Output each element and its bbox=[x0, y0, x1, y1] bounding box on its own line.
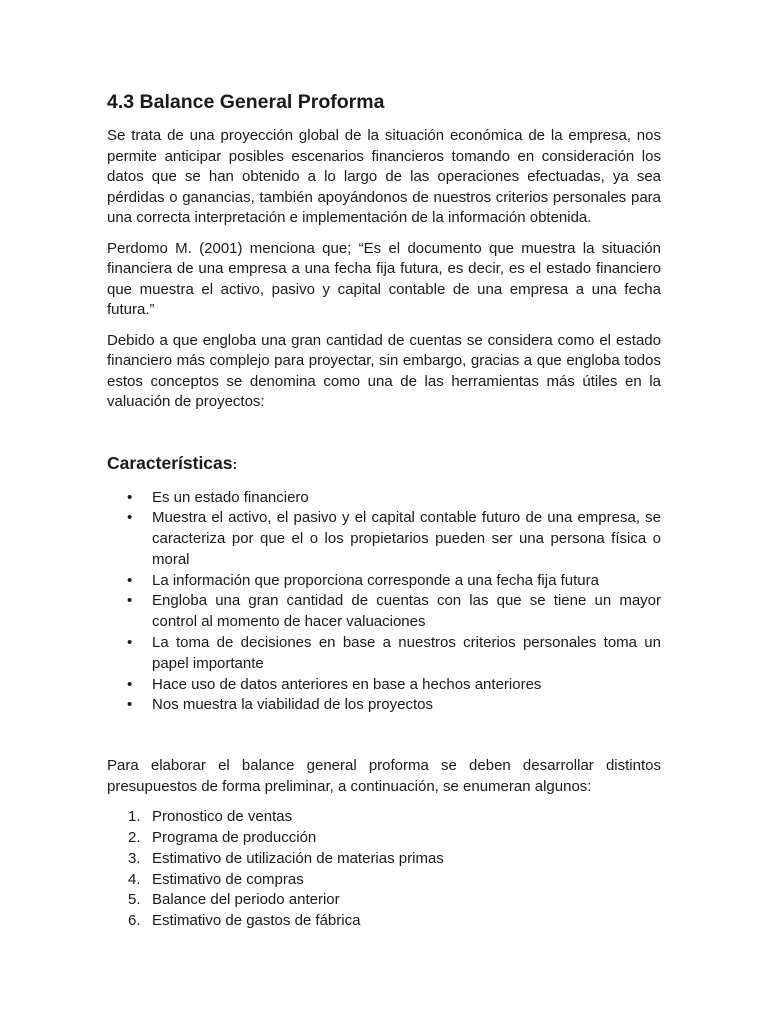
list-item bbox=[107, 633, 661, 675]
section-heading: 4.3 Balance General Proforma bbox=[107, 91, 385, 113]
list-item-text: Estimativo de compras bbox=[152, 870, 304, 888]
list-item-text: La toma de decisiones en base a nuestros criterios personales toma un papel importante bbox=[152, 634, 661, 672]
list-item-text: Programa de producción bbox=[152, 829, 317, 847]
budgets-list bbox=[107, 807, 661, 932]
characteristics-heading bbox=[107, 451, 661, 476]
list-item bbox=[107, 849, 661, 870]
list-item bbox=[107, 828, 661, 849]
list-item-text: Pronostico de ventas bbox=[152, 808, 293, 826]
list-item bbox=[107, 870, 661, 891]
list-number: 5. bbox=[128, 891, 141, 909]
bullet-icon: • bbox=[127, 509, 133, 527]
list-item bbox=[107, 890, 661, 911]
list-item-text: Estimativo de gastos de fábrica bbox=[152, 912, 361, 930]
list-item bbox=[107, 508, 661, 570]
list-number: 6. bbox=[128, 912, 141, 930]
list-item bbox=[107, 695, 661, 716]
list-item-text: Estimativo de utilización de materias primas bbox=[152, 849, 444, 867]
budgets-intro-paragraph: Para elaborar el balance general proforma se deben desarrollar distintos presupuestos de forma preliminar, a continuación, se enumeran algunos: bbox=[107, 757, 661, 795]
quote-paragraph: Perdomo M. (2001) menciona que; “Es el documento que muestra la situación financiera de una empresa a una fecha fija futura, es decir, es el estado financiero que muestra el activo, pasivo y capital contable de una empresa a una fecha futura.” bbox=[107, 239, 661, 318]
intro-paragraph: Se trata de una proyección global de la situación económica de la empresa, nos permite anticipar posibles escenarios financieros tomando en consideración los datos que se han obtenido a lo largo de las operaciones efectuadas, ya sea pérdidas o ganancias, también apoyándonos de nuestros criterios personales para una correcta interpretación e implementación de la información obtenida. bbox=[107, 127, 661, 226]
list-number: 3. bbox=[128, 849, 141, 867]
list-item bbox=[107, 675, 661, 696]
list-number: 1. bbox=[128, 808, 141, 826]
bullet-icon: • bbox=[127, 696, 133, 714]
bullet-icon: • bbox=[127, 592, 133, 610]
bullet-icon: • bbox=[127, 634, 133, 652]
bullet-icon: • bbox=[127, 488, 133, 506]
list-number: 4. bbox=[128, 870, 141, 888]
list-item-text: Nos muestra la viabilidad de los proyectos bbox=[152, 696, 433, 714]
characteristics-title: Características bbox=[107, 452, 233, 473]
list-item bbox=[107, 591, 661, 633]
characteristics-colon: : bbox=[232, 455, 238, 472]
complexity-paragraph: Debido a que engloba una gran cantidad de cuentas se considera como el estado financiero más complejo para proyectar, sin embargo, gracias a que engloba todos estos conceptos se denomina como una de las herramientas más útiles en la valuación de proyectos: bbox=[107, 331, 661, 410]
list-item-text: Es un estado financiero bbox=[152, 488, 309, 506]
bullet-icon: • bbox=[127, 675, 133, 693]
list-item bbox=[107, 807, 661, 828]
characteristics-list bbox=[107, 488, 661, 717]
bullet-icon: • bbox=[127, 571, 133, 589]
list-item-text: Engloba una gran cantidad de cuentas con las que se tiene un mayor control al momento de hacer valuaciones bbox=[152, 592, 661, 631]
list-item-text: Balance del periodo anterior bbox=[152, 891, 340, 909]
list-item bbox=[107, 911, 661, 932]
list-item bbox=[107, 571, 661, 592]
list-item-text: Hace uso de datos anteriores en base a hechos anteriores bbox=[152, 675, 542, 693]
list-item bbox=[107, 488, 661, 509]
list-item-text: La información que proporciona corresponde a una fecha fija futura bbox=[152, 571, 599, 589]
document-content bbox=[107, 88, 661, 932]
list-item-text: Muestra el activo, el pasivo y el capital contable futuro de una empresa, se caracteriza por que el o los propietarios pueden ser una persona física o moral bbox=[152, 509, 661, 568]
list-number: 2. bbox=[128, 829, 141, 847]
